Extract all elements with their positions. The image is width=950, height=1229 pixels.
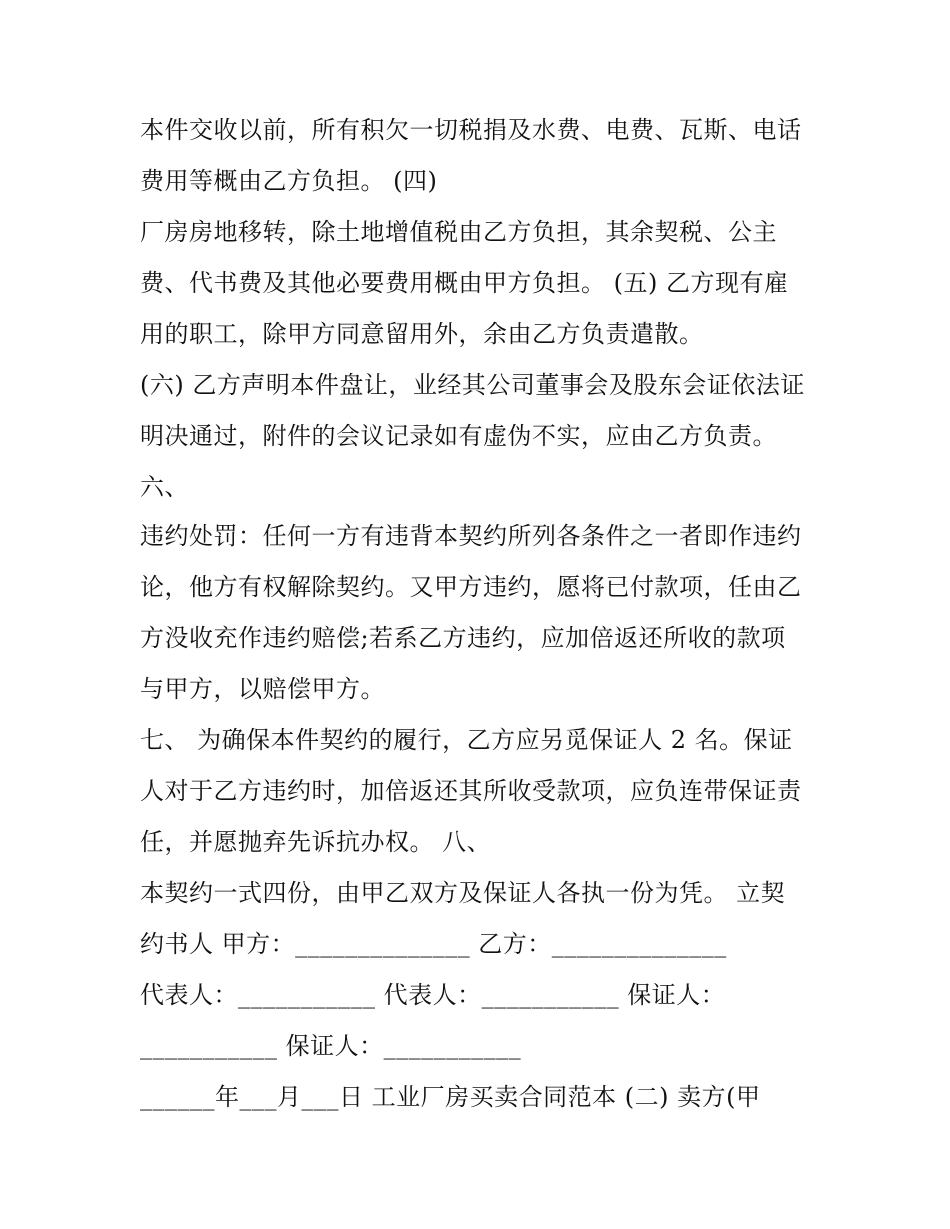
text-line-1: 本件交收以前，所有积欠一切税捐及水费、电费、瓦斯、电话 xyxy=(140,116,802,144)
date-line: ______年___月___日 工业厂房买卖合同范本 (二) 卖方(甲 xyxy=(140,1083,761,1111)
signature-line-guarantor: ___________ 保证人：___________ xyxy=(140,1032,522,1060)
text-line-16: 本契约一式四份，由甲乙双方及保证人各执一份为凭。 立契 xyxy=(140,879,786,907)
text-line-13: 七、 为确保本件契约的履行，乙方应另觅保证人 2 名。保证 xyxy=(140,726,793,754)
text-line-3: 厂房房地移转，除土地增值税由乙方负担，其余契税、公主 xyxy=(140,218,777,246)
signature-line-representatives: 代表人：___________ 代表人：___________ 保证人： xyxy=(140,981,726,1009)
text-line-15: 任，并愿抛弃先诉抗办权。 八、 xyxy=(140,828,492,856)
text-line-2: 费用等概由乙方负担。 (四) xyxy=(140,167,438,195)
section-heading-six: 六、 xyxy=(140,473,189,501)
text-line-11: 方没收充作违约赔偿;若系乙方违约，应加倍返还所收的款项 xyxy=(140,624,786,652)
text-line-10: 论，他方有权解除契约。又甲方违约，愿将已付款项，任由乙 xyxy=(140,573,802,601)
text-line-4: 费、代书费及其他必要费用概由甲方负担。 (五) 乙方现有雇 xyxy=(140,269,789,297)
text-line-9: 违约处罚：任何一方有违背本契约所列各条件之一者即作违约 xyxy=(140,522,802,550)
text-line-6: (六) 乙方声明本件盘让，业经其公司董事会及股东会证依法证 xyxy=(140,371,805,399)
text-line-7: 明决通过，附件的会议记录如有虚伪不实，应由乙方负责。 xyxy=(140,422,777,450)
text-line-5: 用的职工，除甲方同意留用外，余由乙方负责遣散。 xyxy=(140,320,704,348)
text-line-12: 与甲方，以赔偿甲方。 xyxy=(140,675,385,703)
text-line-14: 人对于乙方违约时，加倍返还其所收受款项，应负连带保证责 xyxy=(140,777,802,805)
signature-line-parties: 约书人 甲方：______________ 乙方：______________ xyxy=(140,930,727,958)
